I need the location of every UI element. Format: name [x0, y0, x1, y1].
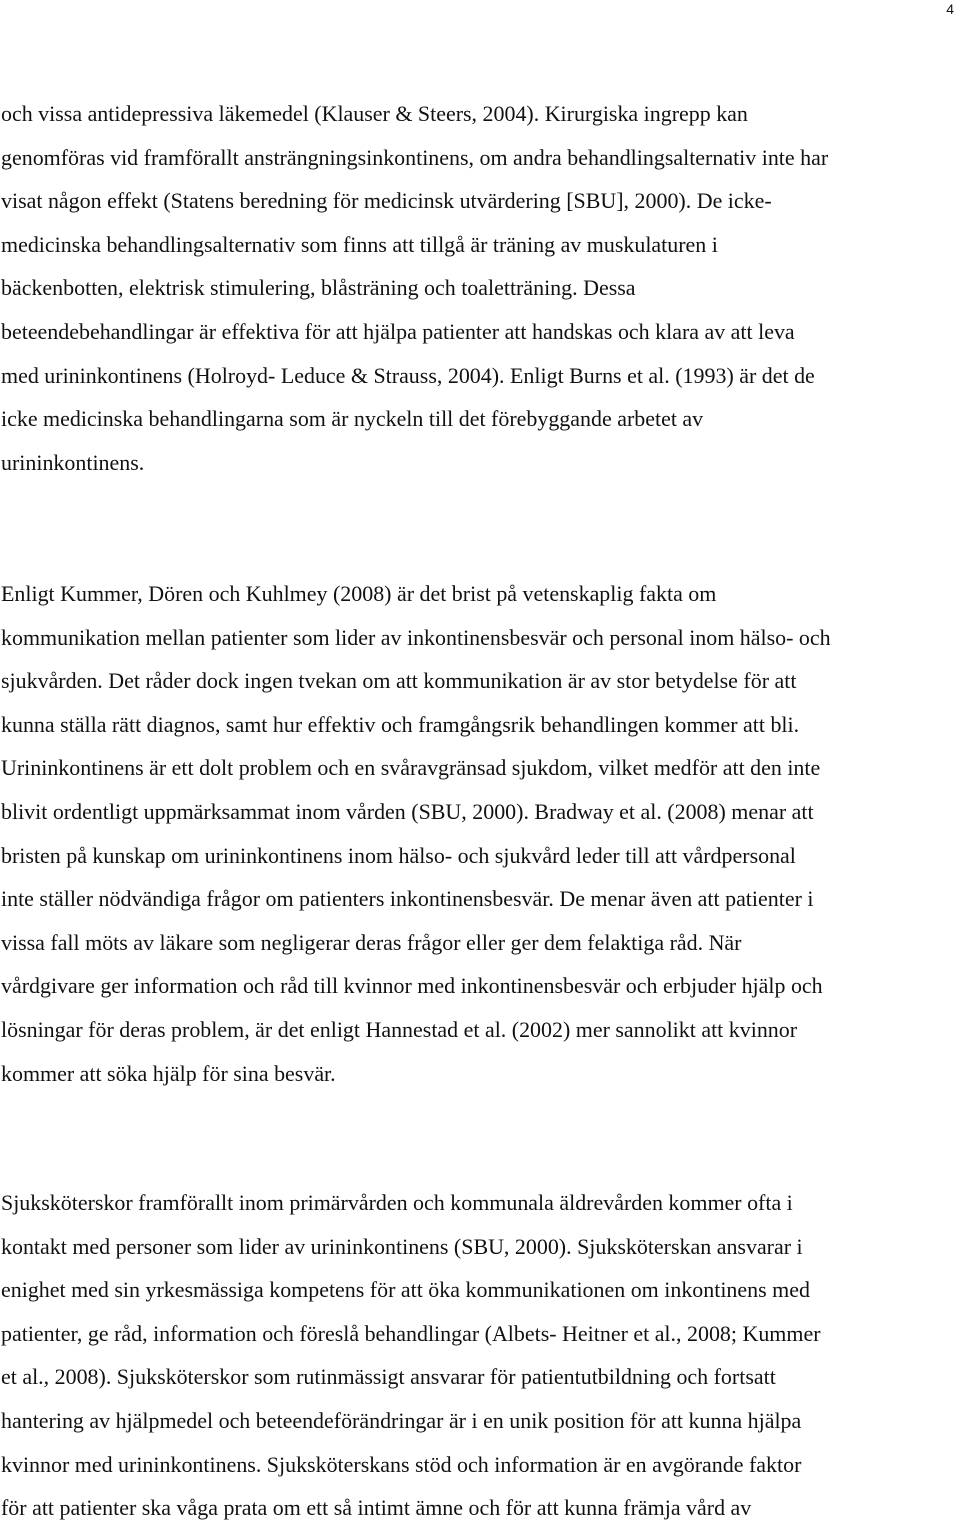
text-line: kommunikation mellan patienter som lider av inkontinensbesvär och personal inom hälso- och: [1, 624, 831, 650]
text-line: Urininkontinens är ett dolt problem och en svåravgränsad sjukdom, vilket medför att den inte: [1, 755, 821, 781]
paragraph-communication: [1, 572, 959, 1095]
text-line: Enligt Kummer, Dören och Kuhlmey (2008) är det brist på vetenskaplig fakta om: [1, 581, 717, 606]
text-line: Sjuksköterskor framförallt inom primärvården och kommunala äldrevården kommer ofta i: [1, 1190, 793, 1215]
text-line: blivit ordentligt uppmärksammat inom vården (SBU, 2000). Bradway et al. (2008) menar att: [1, 798, 814, 824]
text-line: bristen på kunskap om urininkontinens inom hälso- och sjukvård leder till att vårdpersonal: [1, 842, 796, 868]
text-line: beteendebehandlingar är effektiva för att hjälpa patienter att handskas och klara av att leva: [1, 318, 795, 344]
text-line: och vissa antidepressiva läkemedel (Klauser & Steers, 2004). Kirurgiska ingrepp kan: [1, 101, 748, 126]
text-line: enighet med sin yrkesmässiga kompetens för att öka kommunikationen om inkontinens med: [1, 1277, 810, 1303]
text-line: vårdgivare ger information och råd till kvinnor med inkontinensbesvär och erbjuder hjälp och: [1, 973, 823, 999]
text-line: bäckenbotten, elektrisk stimulering, blåsträning och toaletträning. Dessa: [1, 275, 636, 301]
text-line: lösningar för deras problem, är det enligt Hannestad et al. (2002) mer sannolikt att kvinnor: [1, 1016, 798, 1042]
text-line: medicinska behandlingsalternativ som finns att tillgå är träning av muskulaturen i: [1, 231, 718, 257]
paragraph-nurses-role: [1, 1181, 959, 1530]
text-line: visat någon effekt (Statens beredning för medicinsk utvärdering [SBU], 2000). De icke-: [1, 188, 772, 214]
text-line: kontakt med personer som lider av urininkontinens (SBU, 2000). Sjuksköterskan ansvarar i: [1, 1233, 803, 1259]
text-line: kvinnor med urininkontinens. Sjuksköterskans stöd och information är en avgörande faktor: [1, 1451, 802, 1477]
text-line: vissa fall möts av läkare som negligerar deras frågor eller ger dem felaktiga råd. När: [1, 929, 742, 955]
text-line: patienter, ge råd, information och föreslå behandlingar (Albets- Heitner et al., 2008; Kummer: [1, 1320, 821, 1346]
text-line: kommer att söka hjälp för sina besvär.: [1, 1060, 336, 1086]
text-line: urininkontinens.: [1, 449, 145, 475]
paragraph-treatment-options: [1, 92, 959, 484]
text-line: med urininkontinens (Holroyd- Leduce & Strauss, 2004). Enligt Burns et al. (1993) är det de: [1, 362, 815, 388]
text-line: inte ställer nödvändiga frågor om patienters inkontinensbesvär. De menar även att patienter i: [1, 886, 814, 912]
text-line: hantering av hjälpmedel och beteendeförändringar är i en unik position för att kunna hjälpa: [1, 1407, 802, 1433]
text-line: kunna ställa rätt diagnos, samt hur effektiv och framgångsrik behandlingen kommer att bli.: [1, 711, 800, 737]
text-line: sjukvården. Det råder dock ingen tvekan om att kommunikation är av stor betydelse för att: [1, 668, 797, 694]
page-number: 4: [946, 1, 954, 17]
text-line: et al., 2008). Sjuksköterskor som rutinmässigt ansvarar för patientutbildning och fortsatt: [1, 1364, 776, 1390]
text-line: genomföras vid framförallt ansträngningsinkontinens, om andra behandlingsalternativ inte har: [1, 144, 829, 170]
text-line: för att patienter ska våga prata om ett så intimt ämne och för att kunna främja vård av: [1, 1495, 752, 1521]
text-line: icke medicinska behandlingarna som är nyckeln till det förebyggande arbetet av: [1, 406, 704, 432]
